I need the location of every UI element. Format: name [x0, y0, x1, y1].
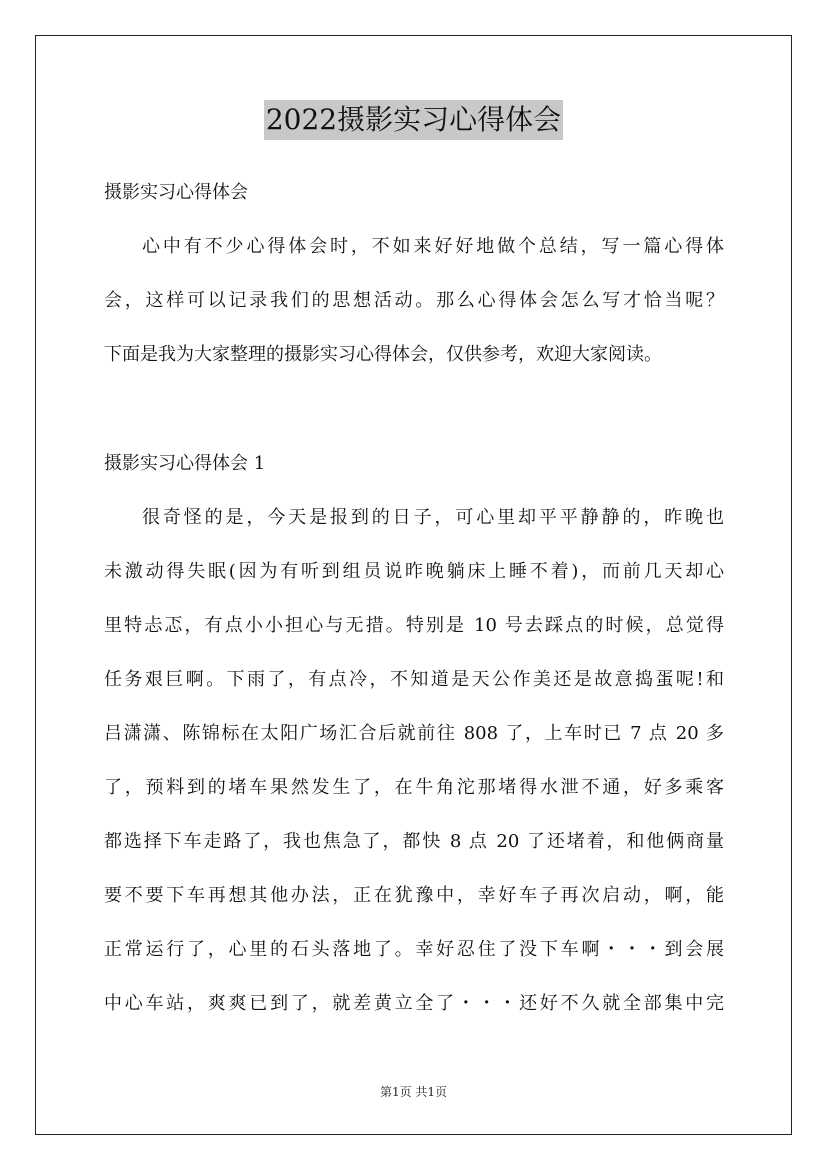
paragraph-line: 吕潇潇、陈锦标在太阳广场汇合后就前往 808 了，上车时已 7 点 20 多 [104, 723, 724, 744]
paragraph-line: 里特忐忑，有点小小担心与无措。特别是 10 号去踩点的时候，总觉得 [104, 615, 724, 636]
page-footer: 第1页 共1页 [379, 1085, 448, 1099]
paragraph-line: 正常运行了，心里的石头落地了。幸好忍住了没下车啊・・・到会展 [104, 939, 724, 960]
document-title: 2022摄影实习心得体会 [264, 100, 563, 140]
paragraph-line: 心中有不少心得体会时，不如来好好地做个总结，写一篇心得体 [142, 236, 724, 257]
section-heading: 摄影实习心得体会 [104, 182, 248, 203]
paragraph-line: 中心车站，爽爽已到了，就差黄立全了・・・还好不久就全部集中完 [104, 993, 724, 1014]
paragraph-line: 任务艰巨啊。下雨了，有点冷，不知道是天公作美还是故意捣蛋呢!和 [104, 669, 724, 690]
paragraph-line: 下面是我为大家整理的摄影实习心得体会，仅供参考，欢迎大家阅读。 [104, 344, 662, 365]
paragraph-line: 很奇怪的是，今天是报到的日子，可心里却平平静静的，昨晚也 [142, 507, 724, 528]
paragraph-line: 了，预料到的堵车果然发生了，在牛角沱那堵得水泄不通，好多乘客 [104, 777, 724, 798]
paragraph-line: 要不要下车再想其他办法，正在犹豫中，幸好车子再次启动，啊，能 [104, 885, 724, 906]
paragraph-line: 都选择下车走路了，我也焦急了，都快 8 点 20 了还堵着，和他俩商量 [104, 831, 724, 852]
title-wrap [0, 100, 827, 140]
paragraph-line: 未激动得失眠(因为有听到组员说昨晚躺床上睡不着)，而前几天却心 [104, 561, 724, 582]
section-heading: 摄影实习心得体会 1 [104, 453, 266, 474]
paragraph-line: 会，这样可以记录我们的思想活动。那么心得体会怎么写才恰当呢？ [104, 290, 724, 311]
